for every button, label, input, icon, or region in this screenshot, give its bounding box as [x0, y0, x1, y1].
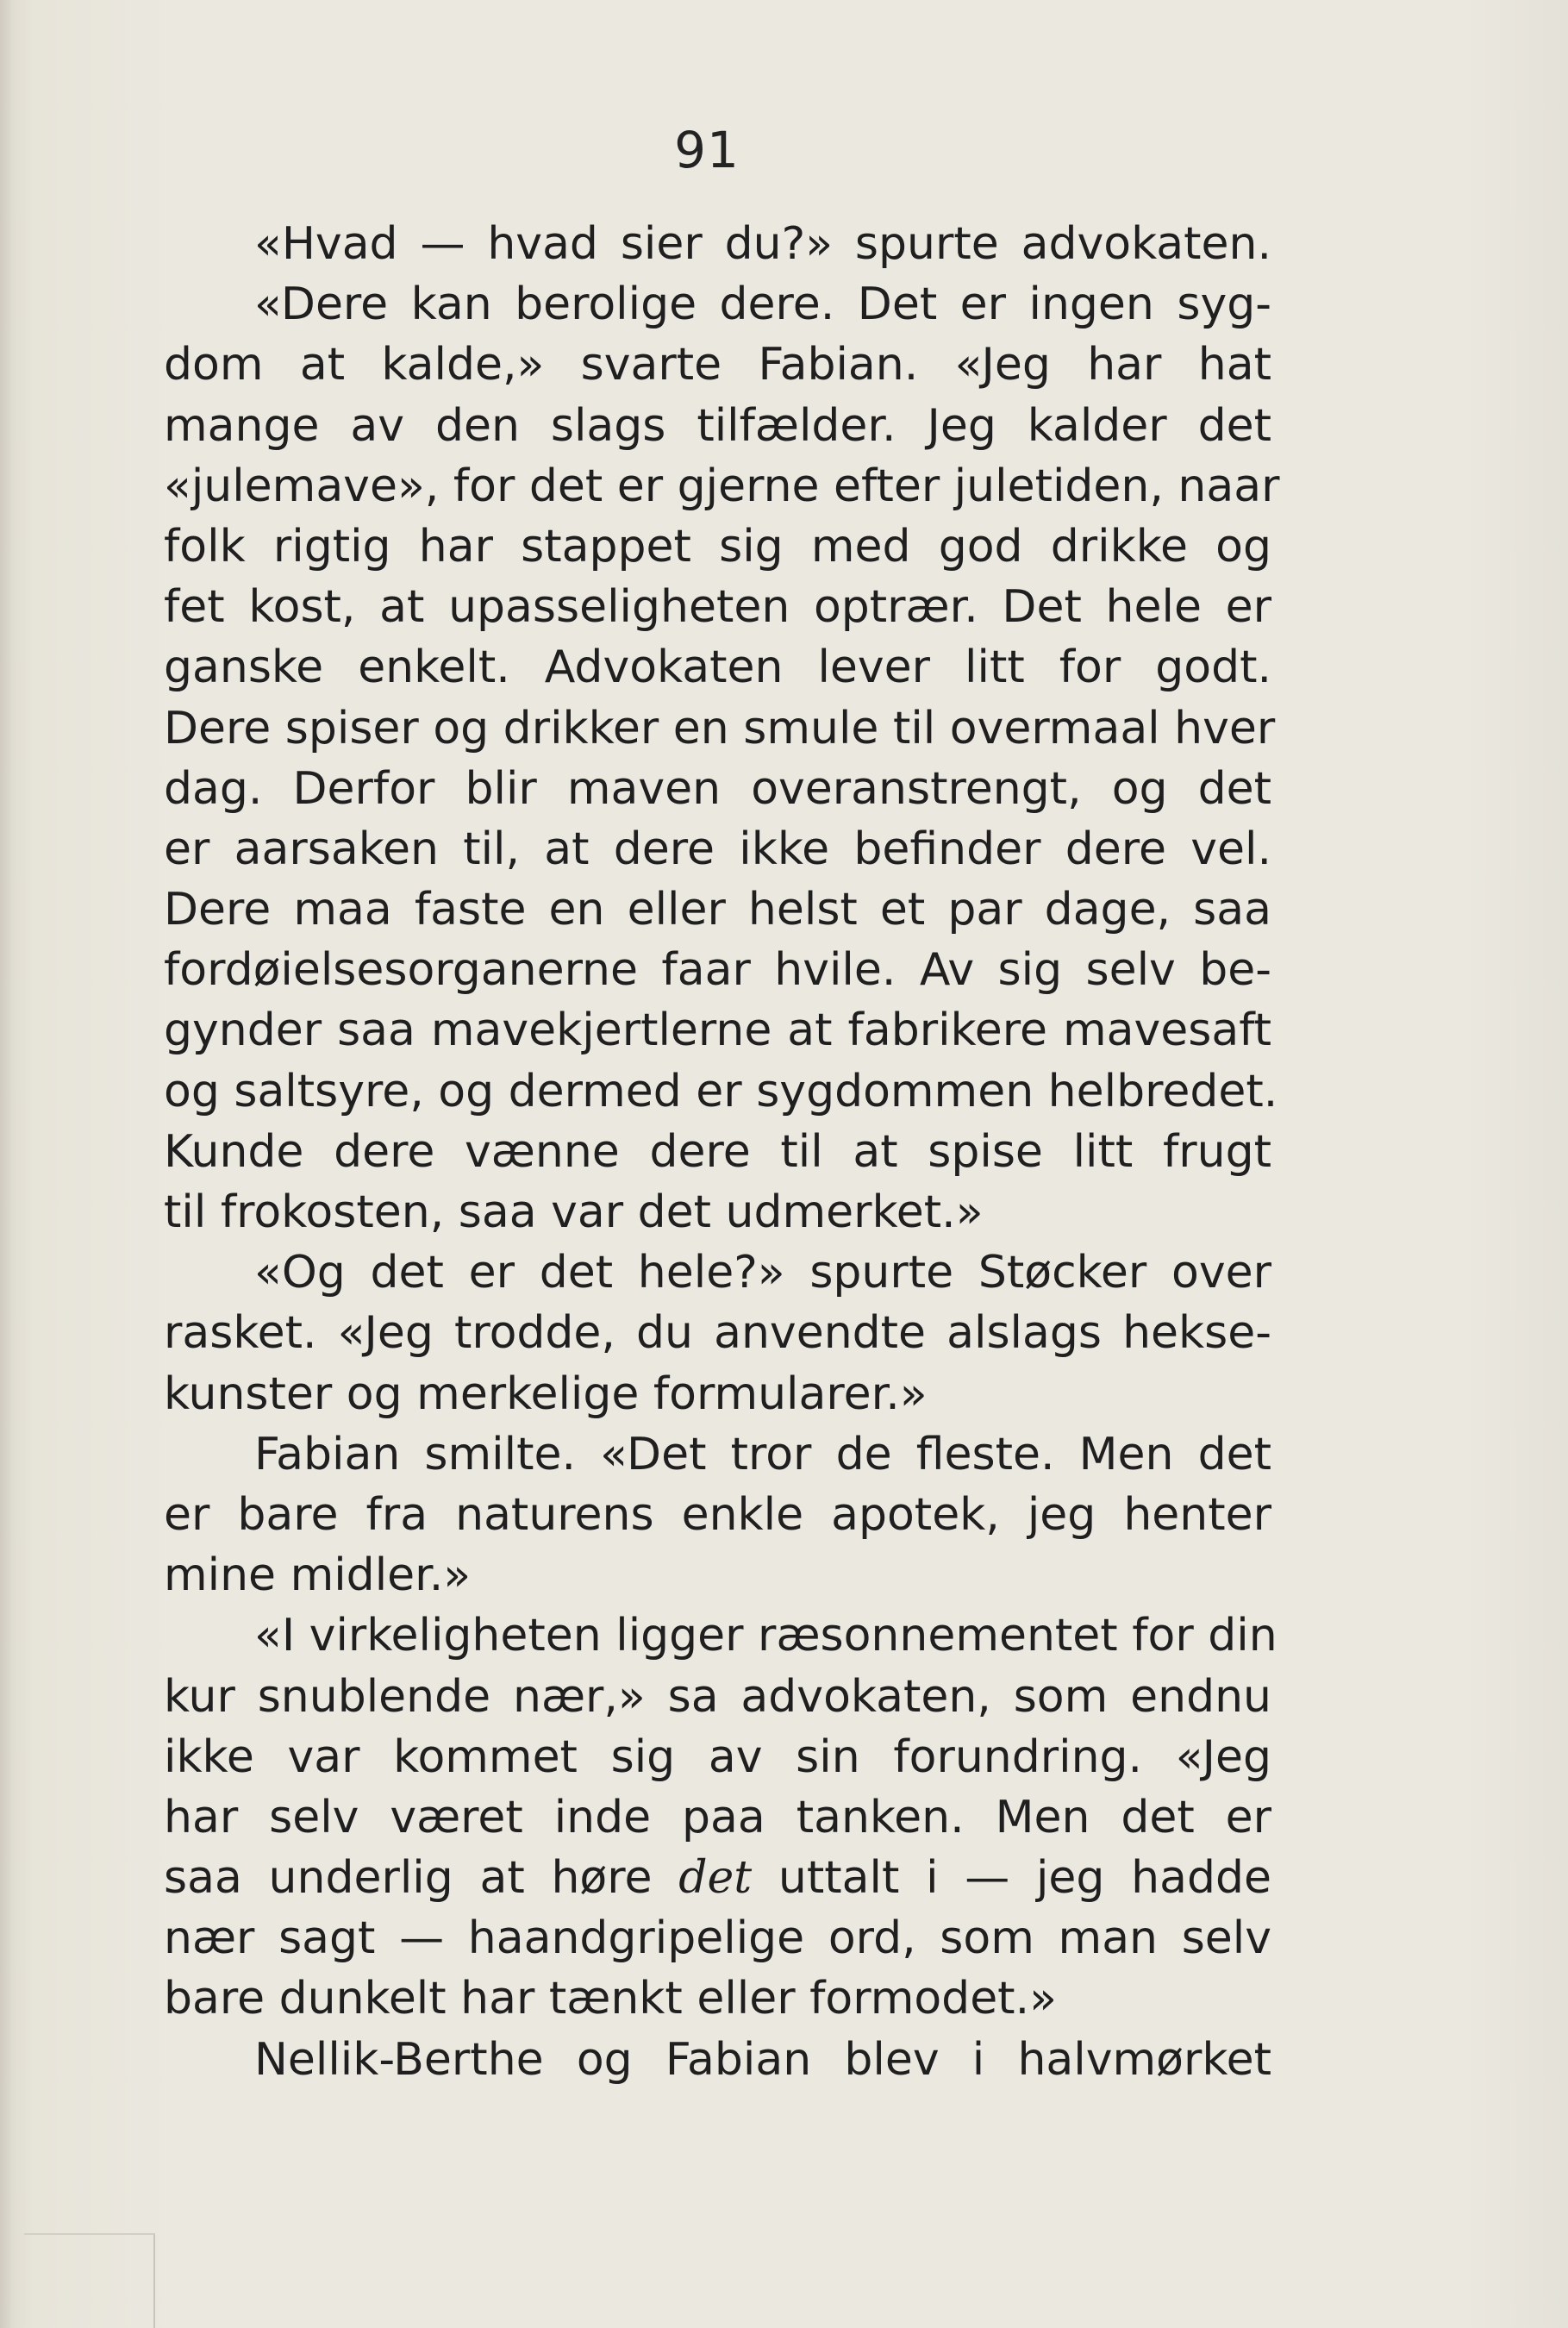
text-line: Kunde dere vænne dere til at spise litt frugt	[164, 1125, 1271, 1178]
text-line: rasket. «Jeg trodde, du anvendte alslags hekse-	[164, 1307, 1271, 1360]
body-text	[164, 214, 1280, 2090]
text-line: og saltsyre, og dermed er sygdommen helbredet.	[164, 1065, 1278, 1117]
text-line: Dere maa faste en eller helst et par dage, saa	[164, 884, 1271, 936]
text-line: kur snublende nær,» sa advokaten, som endnu	[164, 1670, 1271, 1723]
text-line: Nellik-Berthe og Fabian blev i halvmørket	[254, 2033, 1271, 2086]
text-line: folk rigtig har stappet sig med god drikke og	[164, 520, 1271, 573]
text-line: er aarsaken til, at dere ikke befinder dere vel.	[164, 823, 1271, 875]
text-line: «Dere kan berolige dere. Det er ingen syg-	[254, 278, 1271, 331]
text-line: «I virkeligheten ligger ræsonnementet for din	[254, 1610, 1278, 1662]
text-line: er bare fra naturens enkle apotek, jeg henter	[164, 1488, 1271, 1541]
text-line-with-emphasis	[164, 1848, 1271, 1908]
text-line: «Og det er det hele?» spurte Støcker over	[254, 1247, 1271, 1299]
text-line: mine midler.»	[164, 1549, 472, 1602]
text-line: gynder saa mavekjertlerne at fabrikere mavesaft	[164, 1004, 1271, 1057]
text-line: Dere spiser og drikker en smule til overmaal hver	[164, 702, 1276, 754]
text-line: dom at kalde,» svarte Fabian. «Jeg har hat	[164, 339, 1271, 391]
text-line: nær sagt — haandgripelige ord, som man selv	[164, 1912, 1271, 1965]
text-line: «Hvad — hvad sier du?» spurte advokaten.	[254, 218, 1271, 270]
text-line: ikke var kommet sig av sin forundring. «Jeg	[164, 1730, 1271, 1783]
text-line: fordøielsesorganerne faar hvile. Av sig selv be-	[164, 944, 1271, 997]
text-segment: saa underlig at høre	[164, 1852, 653, 1905]
text-line: til frokosten, saa var det udmerket.»	[164, 1186, 984, 1238]
text-line: Fabian smilte. «Det tror de fleste. Men det	[254, 1428, 1271, 1480]
text-segment: uttalt i — jeg hadde	[778, 1852, 1271, 1905]
text-line: mange av den slags tilfælder. Jeg kalder det	[164, 399, 1271, 452]
page-corner-mark	[24, 2233, 155, 2328]
text-line: har selv været inde paa tanken. Men det er	[164, 1791, 1271, 1843]
text-line: ganske enkelt. Advokaten lever litt for godt.	[164, 641, 1271, 694]
text-line: bare dunkelt har tænkt eller formodet.»	[164, 1973, 1057, 2025]
text-line: fet kost, at upasseligheten optrær. Det hele er	[164, 581, 1271, 634]
text-line: kunster og merkelige formularer.»	[164, 1367, 928, 1420]
page-left-edge	[0, 0, 16, 2328]
emphasized-word: det	[678, 1852, 753, 1905]
text-line: dag. Derfor blir maven overanstrengt, og det	[164, 762, 1271, 815]
page-number: 91	[674, 121, 740, 179]
text-line: «julemave», for det er gjerne efter juletiden, naar	[164, 460, 1280, 512]
